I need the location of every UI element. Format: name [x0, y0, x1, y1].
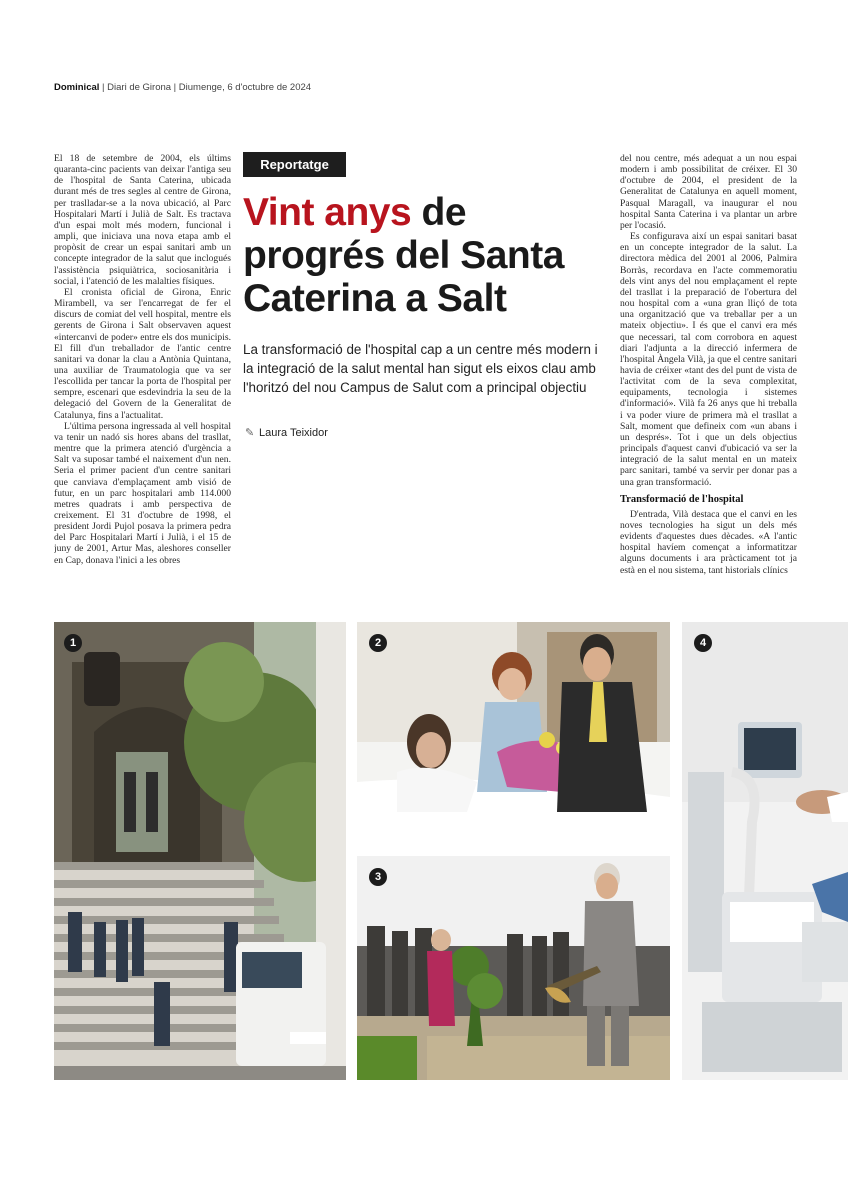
maternity-bed-photo — [357, 622, 670, 845]
paragraph: El cronista oficial de Girona, Enric Mirambell, va ser l'encarregat de fer el discurs de comiat del vell hospital, mentre els gerents de Girona i Salt observaven aquest «intercanvi de poder» entre els dos municipis. El fill d'un treballador de l'antic centre sanitari va donar la clau a Antònia Quintana, una auxiliar de Traumatologia que va ser l'escollida per tancar la porta de l'hospital per sempre, escenari que esdevindria la seu de la delegació del Govern de la Generalitat de Catalunya, fins a l'actualitat. — [54, 286, 231, 421]
section-tag: Reportatge — [243, 152, 346, 177]
paragraph: del nou centre, més adequat a un nou espai modern i amb possibilitat de créixer. El 30 d'octubre de 2004, el president de la Generalitat de Catalunya en aquell moment, Pasqual Maragall, va inaugurar el nou hospital Santa Caterina i va plantar un arbre per l'ocasió. — [620, 153, 797, 231]
section-name: Dominical — [54, 82, 100, 93]
photo-number-badge: 2 — [369, 634, 387, 652]
headline-rest: de progrés del Santa Caterina a Salt — [243, 191, 564, 320]
paragraph: Es configurava així un espai sanitari basat en un concepte integrador de la salut. La directora mèdica del 2001 al 2006, Palmira Borràs, recordava en l'acte commemoratiu dels vint anys del nou emplaçament el repte del trasllat i la preparació de l'obertura del nou hospital com a «una gran lliçó de tota una organització que va treballar per a un mateix objectiu». I és que el canvi era més que necessari, tal com corrobora en aquest diari l'adjunta a la direcció infermera de l'hospital Àngela Vilà, ja que el centre sanitari havia de créixer «tant des del punt de vista de l'activitat com de la seva complexitat, equipaments, tecnologia i sistemes d'informació». Vilà fa 26 anys que hi treballa i va poder viure de primera mà el trasllat a Salt, moment que defineix com «un abans i un després». Tot i que un dels objectius principals d'aquest canvi d'ubicació va ser la integració de la salut mental en un mateix parc sanitari, també va servir per donar pas a una gran transformació. — [620, 231, 797, 488]
photo-number-badge: 4 — [694, 634, 712, 652]
paragraph: D'entrada, Vilà destaca que el canvi en les noves tecnologies ha sigut un dels més evidents d'aquestes dues dècades. «A l'antic hospital havíem començat a informatitzar alguns documents i ara pràcticament tot ja està en el nou sistema, tant historials clínics — [620, 508, 797, 576]
pen-icon: ✎ — [245, 427, 255, 439]
article-column-right — [620, 153, 797, 600]
photo-4-illustration — [682, 622, 848, 1080]
photo-1-illustration — [54, 622, 346, 1080]
old-hospital-facade-photo — [54, 622, 346, 1080]
subheading: Transformació de l'hospital — [620, 493, 744, 505]
header-info: | Diari de Girona | Diumenge, 6 d'octubre de 2024 — [99, 82, 312, 93]
headline-highlight: Vint anys — [243, 191, 412, 234]
page-header — [54, 82, 454, 93]
photo-3-illustration — [357, 856, 670, 1080]
headline — [243, 191, 608, 320]
article-deck: La transformació de l'hospital cap a un centre més modern i la integració de la salut mental han sigut els eixos clau amb l'horitzó del nou Campus de Salut com a principal objectiu — [243, 342, 598, 395]
medical-equipment-photo — [682, 622, 848, 1080]
paragraph: L'última persona ingressada al vell hospital va tenir un nadó sis hores abans del trasllat, mentre que la primera atenció d'urgència a Salt va suposar també el naixement d'un nen. Seria el primer pacient d'un centre sanitari que canviava d'emplaçament amb visió de futur, en un parc hospitalari amb 114.000 metres quadrats i amb perspectiva de creixement. El 31 d'octubre de 1998, el president Jordi Pujol posava la primera pedra del Parc Hospitalari Martí i Julià, i el 15 de juny de 2001, Artur Mas, aleshores conseller en Cap, donava l'inici a les obres — [54, 420, 231, 566]
photo-number-badge: 1 — [64, 634, 82, 652]
tree-planting-photo — [357, 856, 670, 1080]
byline — [245, 426, 328, 439]
photo-2-illustration — [357, 622, 670, 845]
author-name: Laura Teixidor — [259, 427, 328, 439]
paragraph: El 18 de setembre de 2004, els últims quaranta-cinc pacients van deixar l'antiga seu de l'hospital de Santa Caterina, ubicada durant més de tres segles al centre de Girona, per traslladar-se a la nova ubicació, al Parc Hospitalari Martí i Julià de Salt. Es tractava d'un espai molt més modern, funcional i ampli, que iniciava una nova etapa amb el propòsit de crear un espai sanitari amb un concepte integrador de la salut que inclogués l'assistència psiquiàtrica, sociosanitària i social, i l'atenció de les malalties físiques. — [54, 153, 231, 287]
article-column-left — [54, 153, 231, 600]
photo-number-badge: 3 — [369, 868, 387, 886]
